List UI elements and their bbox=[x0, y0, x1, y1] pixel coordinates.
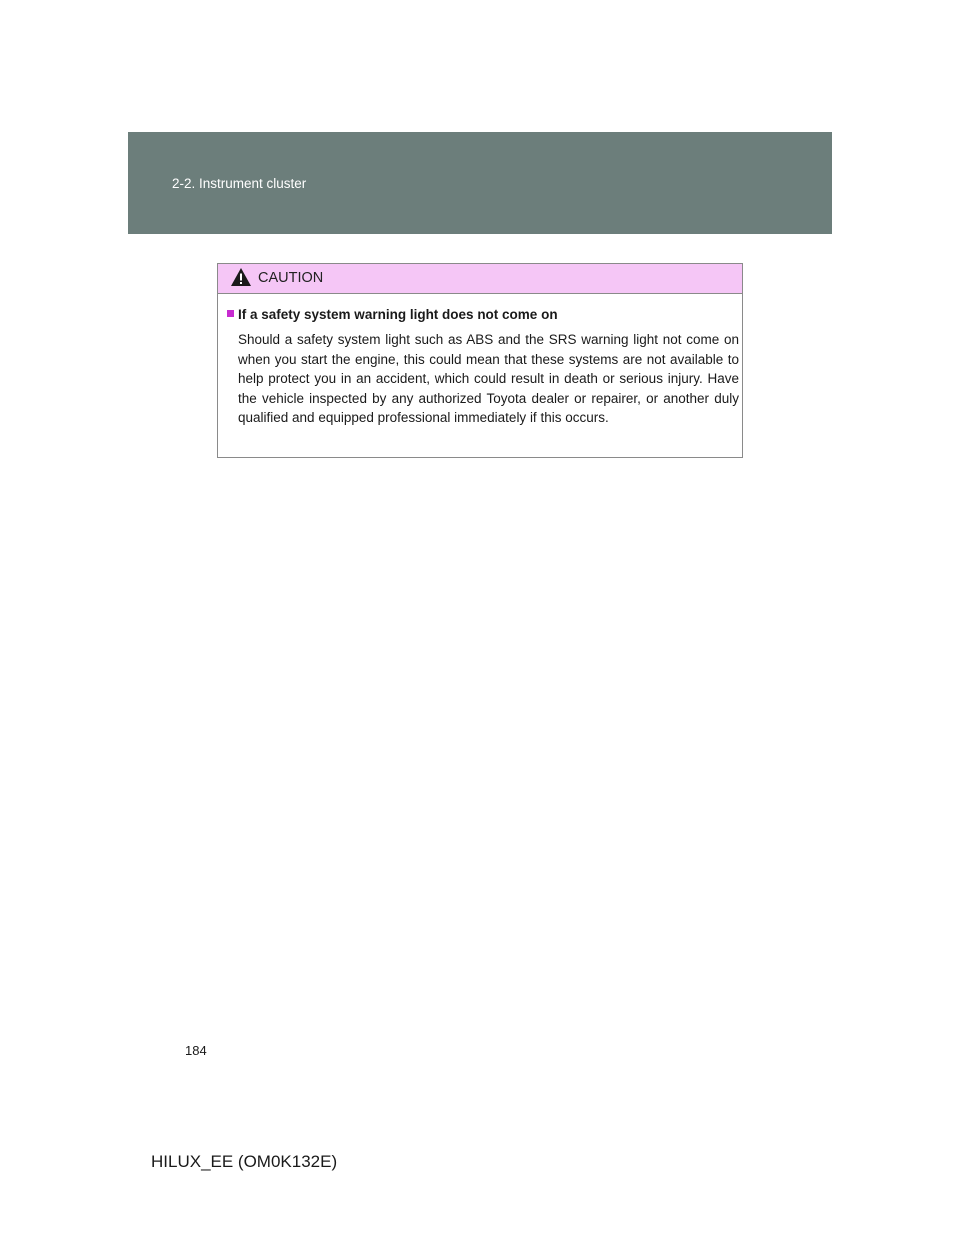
caution-item bbox=[227, 306, 739, 428]
caution-label: CAUTION bbox=[258, 270, 324, 286]
caution-item-body: Should a safety system light such as ABS and the SRS warning light not come on when you start the engine, this could mean that these systems are not available to help protect you in an accident, which could result in death or serious injury. Have the vehicle inspected by any authorized Toyota dealer or repairer, or another duly qualified and equipped professional immediately if this occurs. bbox=[238, 332, 739, 425]
warning-triangle-icon bbox=[230, 267, 252, 287]
section-title: 2-2. Instrument cluster bbox=[172, 176, 307, 191]
caution-item-heading-text: If a safety system warning light does not come on bbox=[238, 307, 558, 322]
page-number: 184 bbox=[185, 1043, 207, 1058]
square-bullet-icon bbox=[227, 310, 234, 317]
caution-item-heading bbox=[227, 306, 739, 324]
manual-code: HILUX_EE (OM0K132E) bbox=[151, 1152, 338, 1171]
caution-header bbox=[218, 264, 742, 294]
section-header-band bbox=[128, 132, 832, 234]
caution-box bbox=[217, 263, 743, 458]
